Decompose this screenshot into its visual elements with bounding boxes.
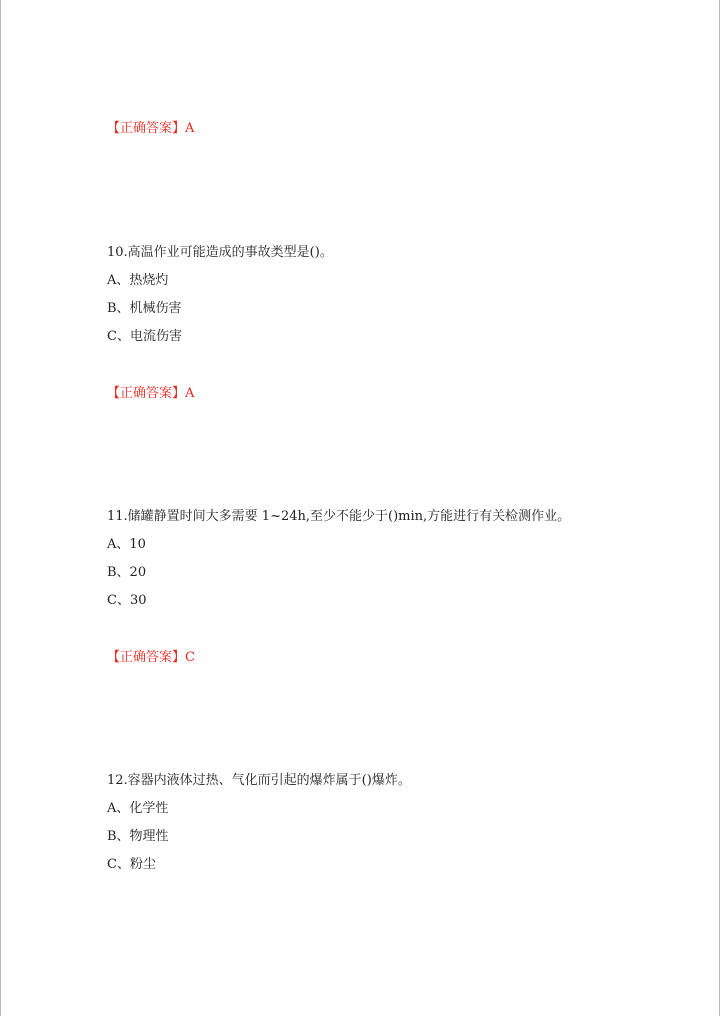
answer-label: 【正确答案】 <box>107 121 186 136</box>
question-11-option-b: B、20 <box>107 565 147 580</box>
question-11: 11.储罐静置时间大多需要 1~24h,至少不能少于()min,方能进行有关检测作业。 <box>107 509 571 524</box>
answer-11 <box>107 650 195 666</box>
question-12-option-c: C、粉尘 <box>107 857 156 872</box>
question-11-option-a: A、10 <box>107 537 146 552</box>
answer-letter: A <box>185 121 195 136</box>
answer-label: 【正确答案】 <box>107 650 186 665</box>
question-12-option-b: B、物理性 <box>107 829 169 844</box>
question-12-option-a: A、化学性 <box>107 801 169 816</box>
question-10: 10.高温作业可能造成的事故类型是()。 <box>107 245 333 260</box>
answer-label: 【正确答案】 <box>107 386 186 401</box>
question-10-option-a: A、热烧灼 <box>107 273 169 288</box>
answer-letter: C <box>185 650 195 665</box>
question-12: 12.容器内液体过热、气化而引起的爆炸属于()爆炸。 <box>107 773 411 788</box>
question-10-option-b: B、机械伤害 <box>107 301 182 316</box>
answer-10 <box>107 386 194 402</box>
question-11-option-c: C、30 <box>107 593 147 608</box>
answer-9 <box>107 121 194 137</box>
answer-letter: A <box>185 386 195 401</box>
question-10-option-c: C、电流伤害 <box>107 329 182 344</box>
